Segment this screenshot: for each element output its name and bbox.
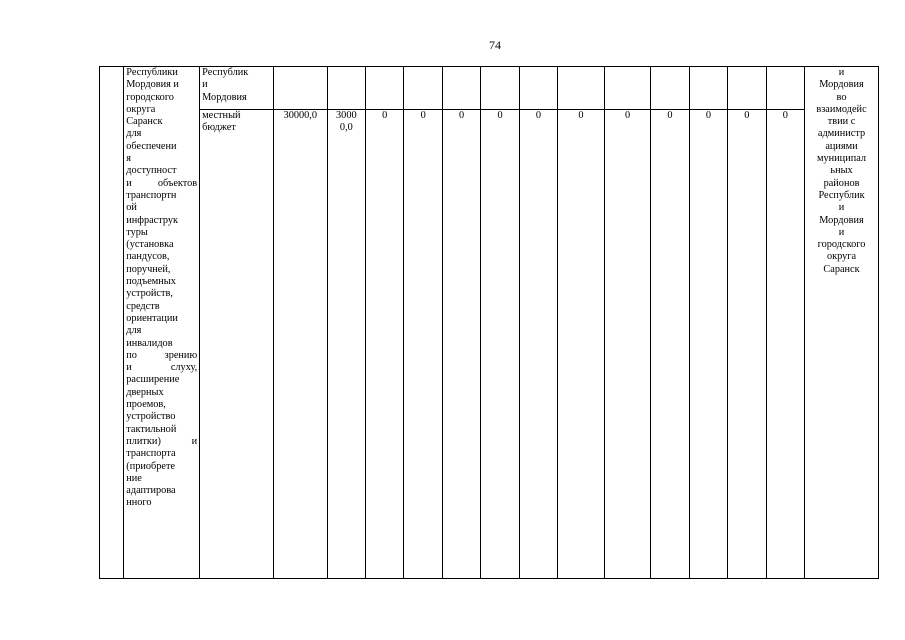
program-name-line: адаптирова (126, 485, 176, 497)
program-name-line: тактильной (126, 423, 177, 435)
row-number-cell (100, 67, 124, 579)
program-name-line: (приобрете (126, 460, 176, 472)
program-name-line: инвалидов (126, 337, 173, 349)
year-cell-top (442, 67, 480, 110)
program-name-line: средств (126, 300, 160, 312)
year-value-2: 0 (366, 110, 404, 579)
total-value: 30000,0 (273, 110, 327, 579)
funding-source-republic: Республик и Мордовия (200, 67, 274, 110)
program-name-line: нного (126, 497, 152, 509)
year-value-4: 0 (442, 110, 480, 579)
year-cell-top (766, 67, 804, 110)
year-cell-top (728, 67, 766, 110)
program-name-line: Саранск (126, 116, 163, 128)
program-name-line: устройство (126, 411, 176, 423)
program-name-line: проемов, (126, 399, 166, 411)
program-name-line: округа (126, 103, 156, 115)
page-number: 74 (489, 38, 501, 52)
year-value-12: 0 (766, 110, 804, 579)
program-name-line: устройств, (126, 288, 173, 300)
program-name-line: пандусов, (126, 251, 170, 263)
year-value-3: 0 (404, 110, 442, 579)
program-name-line: транспорта (126, 448, 176, 460)
year-cell-top (327, 67, 365, 110)
program-name-line: и слуху, (126, 362, 198, 374)
year-value-7: 0 (558, 110, 605, 579)
program-name-line: обеспечени (126, 140, 177, 152)
year-value-11: 0 (728, 110, 766, 579)
program-name-text (126, 67, 197, 510)
program-name-line: и объектов (126, 177, 198, 189)
program-name-line: городского (126, 91, 174, 103)
program-name-line: доступност (126, 165, 177, 177)
program-name-line: по зрению (126, 349, 198, 361)
program-name-line: ние (126, 472, 142, 484)
program-name-line: ориентации (126, 312, 178, 324)
year-value-10: 0 (689, 110, 727, 579)
program-name-line: ой (126, 202, 137, 214)
program-name-line: для (126, 128, 142, 140)
year-value-1: 3000 0,0 (327, 110, 365, 579)
program-name-line: Республики (126, 67, 178, 78)
program-name-line: расширение (126, 374, 180, 386)
program-name-line: плитки) и (126, 435, 198, 447)
year-cell-top (481, 67, 519, 110)
program-name-line: (установка (126, 239, 174, 251)
program-name-line: туры (126, 226, 148, 238)
program-name-line: Мордовия и (126, 79, 179, 91)
program-name-cell (124, 67, 200, 579)
program-name-line: дверных (126, 386, 164, 398)
year-cell-top (689, 67, 727, 110)
program-name-line: я (126, 153, 132, 165)
year-cell-top (558, 67, 605, 110)
year-cell-top (604, 67, 651, 110)
year-value-5: 0 (481, 110, 519, 579)
year-value-6: 0 (519, 110, 557, 579)
program-table (99, 66, 879, 579)
program-name-line: транспортн (126, 189, 177, 201)
table-row (100, 67, 879, 110)
year-value-8: 0 (604, 110, 651, 579)
program-name-line: для (126, 325, 142, 337)
program-name-line: поручней, (126, 263, 171, 275)
year-cell-top (404, 67, 442, 110)
total-cell-top (273, 67, 327, 110)
program-name-line: подъемных (126, 276, 176, 288)
year-value-9: 0 (651, 110, 689, 579)
table-row (100, 110, 879, 579)
year-cell-top (651, 67, 689, 110)
year-cell-top (519, 67, 557, 110)
funding-source-local: местный бюджет (200, 110, 274, 579)
program-name-line: инфраструк (126, 214, 179, 226)
executor-cell: и Мордовия во взаимодейс твии с администр ациями муниципал ьных районов Республик и Мордовия и городского округа Саранск (805, 67, 879, 579)
year-cell-top (366, 67, 404, 110)
